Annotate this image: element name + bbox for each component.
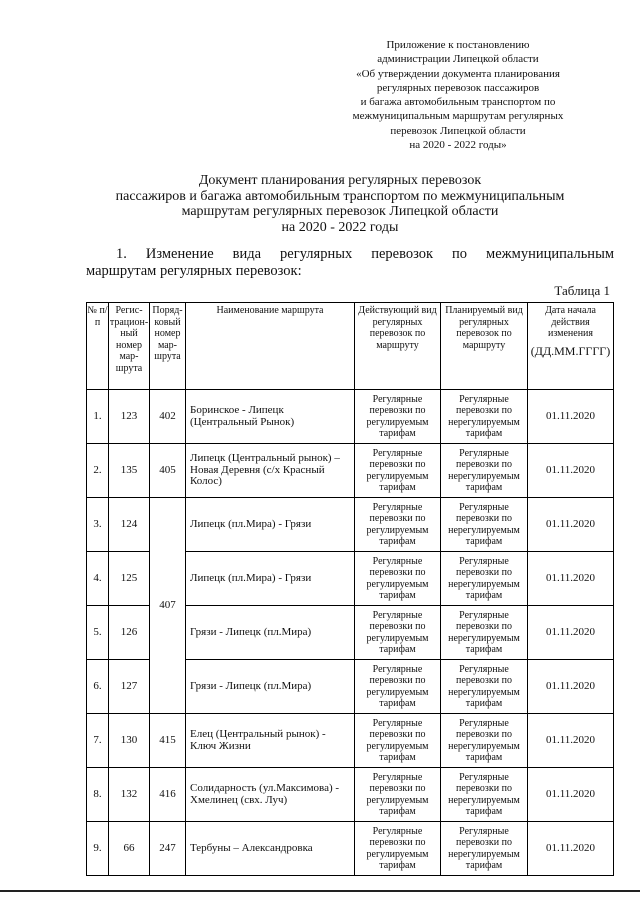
cell-route-name: Липецк (пл.Мира) - Грязи <box>186 552 355 606</box>
cell-current-type: Регулярные перевозки по регулируемым тарифам <box>355 768 441 822</box>
cell-route-name: Липецк (пл.Мира) - Грязи <box>186 498 355 552</box>
cell-ord: 405 <box>150 444 186 498</box>
cell-planned-type: Регулярные перевозки по нерегулируемым тарифам <box>441 660 528 714</box>
routes-table <box>86 302 614 876</box>
cell-num: 9. <box>87 822 109 876</box>
cell-reg: 66 <box>109 822 150 876</box>
cell-route-name: Липецк (Центральный рынок) – Новая Деревня (с/х Красный Колос) <box>186 444 355 498</box>
cell-reg: 130 <box>109 714 150 768</box>
cell-planned-type: Регулярные перевозки по нерегулируемым тарифам <box>441 498 528 552</box>
cell-planned-type: Регулярные перевозки по нерегулируемым тарифам <box>441 552 528 606</box>
appendix-line: перевозок Липецкой области <box>390 124 526 137</box>
cell-route-name: Грязи - Липецк (пл.Мира) <box>186 660 355 714</box>
cell-date: 01.11.2020 <box>528 498 614 552</box>
cell-num: 1. <box>87 390 109 444</box>
cell-ord: 415 <box>150 714 186 768</box>
cell-date: 01.11.2020 <box>528 660 614 714</box>
cell-reg: 127 <box>109 660 150 714</box>
header-date-format: (ДД.ММ.ГГГГ) <box>530 343 611 358</box>
title-line: Документ планирования регулярных перевозок <box>198 173 482 188</box>
cell-reg: 126 <box>109 606 150 660</box>
cell-num: 6. <box>87 660 109 714</box>
cell-ord: 416 <box>150 768 186 822</box>
table-label: Таблица 1 <box>554 283 610 298</box>
appendix-line: и багажа автомобильным транспортом по <box>360 96 556 109</box>
appendix-line: Приложение к постановлению <box>386 39 530 51</box>
cell-date: 01.11.2020 <box>528 822 614 876</box>
header-current-type: Действующий вид регулярных перевозок по маршруту <box>355 303 441 390</box>
cell-num: 7. <box>87 714 109 768</box>
cell-reg: 124 <box>109 498 150 552</box>
cell-current-type: Регулярные перевозки по регулируемым тарифам <box>355 552 441 606</box>
table-header-row <box>87 303 614 390</box>
cell-date: 01.11.2020 <box>528 390 614 444</box>
cell-current-type: Регулярные перевозки по регулируемым тарифам <box>355 444 441 498</box>
cell-planned-type: Регулярные перевозки по нерегулируемым тарифам <box>441 768 528 822</box>
cell-route-name: Грязи - Липецк (пл.Мира) <box>186 606 355 660</box>
header-date-label: Дата начала действия изменения <box>545 305 596 339</box>
header-reg-number: Регис-трацион-ный номер мар-шрута <box>109 303 150 390</box>
cell-planned-type: Регулярные перевозки по нерегулируемым тарифам <box>441 444 528 498</box>
cell-current-type: Регулярные перевозки по регулируемым тарифам <box>355 498 441 552</box>
cell-route-name: Тербуны – Александровка <box>186 822 355 876</box>
cell-reg: 135 <box>109 444 150 498</box>
header-planned-type: Планируемый вид регулярных перевозок по маршруту <box>441 303 528 390</box>
cell-route-name: Солидарность (ул.Максимова) - Хмелинец (свх. Луч) <box>186 768 355 822</box>
cell-date: 01.11.2020 <box>528 606 614 660</box>
title-line: пассажиров и багажа автомобильным транспортом по межмуниципальным <box>115 188 565 204</box>
cell-current-type: Регулярные перевозки по регулируемым тарифам <box>355 390 441 444</box>
table-row <box>87 822 614 876</box>
title-line: на 2020 - 2022 годы <box>281 219 399 235</box>
appendix-header <box>308 38 608 152</box>
table-row <box>87 390 614 444</box>
cell-reg: 132 <box>109 768 150 822</box>
cell-planned-type: Регулярные перевозки по нерегулируемым тарифам <box>441 714 528 768</box>
cell-date: 01.11.2020 <box>528 714 614 768</box>
cell-date: 01.11.2020 <box>528 768 614 822</box>
table-row <box>87 444 614 498</box>
cell-num: 8. <box>87 768 109 822</box>
cell-current-type: Регулярные перевозки по регулируемым тарифам <box>355 660 441 714</box>
page-bottom-rule <box>0 890 640 892</box>
cell-reg: 125 <box>109 552 150 606</box>
title-line: маршрутам регулярных перевозок Липецкой области <box>181 204 499 219</box>
document-title <box>60 173 620 235</box>
cell-ord: 402 <box>150 390 186 444</box>
table-row <box>87 498 614 552</box>
cell-num: 5. <box>87 606 109 660</box>
cell-planned-type: Регулярные перевозки по нерегулируемым тарифам <box>441 606 528 660</box>
cell-date: 01.11.2020 <box>528 444 614 498</box>
cell-ord: 247 <box>150 822 186 876</box>
cell-reg: 123 <box>109 390 150 444</box>
cell-route-name: Елец (Центральный рынок) - Ключ Жизни <box>186 714 355 768</box>
appendix-line: «Об утверждении документа планирования <box>356 67 560 80</box>
cell-ord-merged: 407 <box>150 498 186 714</box>
section-heading <box>86 246 614 280</box>
cell-current-type: Регулярные перевозки по регулируемым тарифам <box>355 822 441 876</box>
cell-num: 4. <box>87 552 109 606</box>
cell-num: 2. <box>87 444 109 498</box>
header-num: № п/п <box>87 303 109 390</box>
cell-route-name: Боринское - Липецк (Центральный Рынок) <box>186 390 355 444</box>
header-order-number: Поряд-ковый номер мар-шрута <box>150 303 186 390</box>
table-row <box>87 714 614 768</box>
cell-date: 01.11.2020 <box>528 552 614 606</box>
cell-num: 3. <box>87 498 109 552</box>
appendix-line: межмуниципальным маршрутам регулярных <box>352 110 564 123</box>
cell-current-type: Регулярные перевозки по регулируемым тарифам <box>355 606 441 660</box>
table-row <box>87 768 614 822</box>
header-route-name: Наименование маршрута <box>186 303 355 390</box>
section-line-2: маршрутам регулярных перевозок: <box>86 263 302 279</box>
appendix-line: на 2020 - 2022 годы» <box>409 139 507 152</box>
appendix-line: регулярных перевозок пассажиров <box>376 81 540 94</box>
cell-current-type: Регулярные перевозки по регулируемым тарифам <box>355 714 441 768</box>
cell-planned-type: Регулярные перевозки по нерегулируемым тарифам <box>441 390 528 444</box>
appendix-line: администрации Липецкой области <box>377 53 539 66</box>
section-line-1: 1. Изменение вида регулярных перевозок по межмуниципальным <box>116 246 614 262</box>
cell-planned-type: Регулярные перевозки по нерегулируемым тарифам <box>441 822 528 876</box>
header-date <box>528 303 614 390</box>
